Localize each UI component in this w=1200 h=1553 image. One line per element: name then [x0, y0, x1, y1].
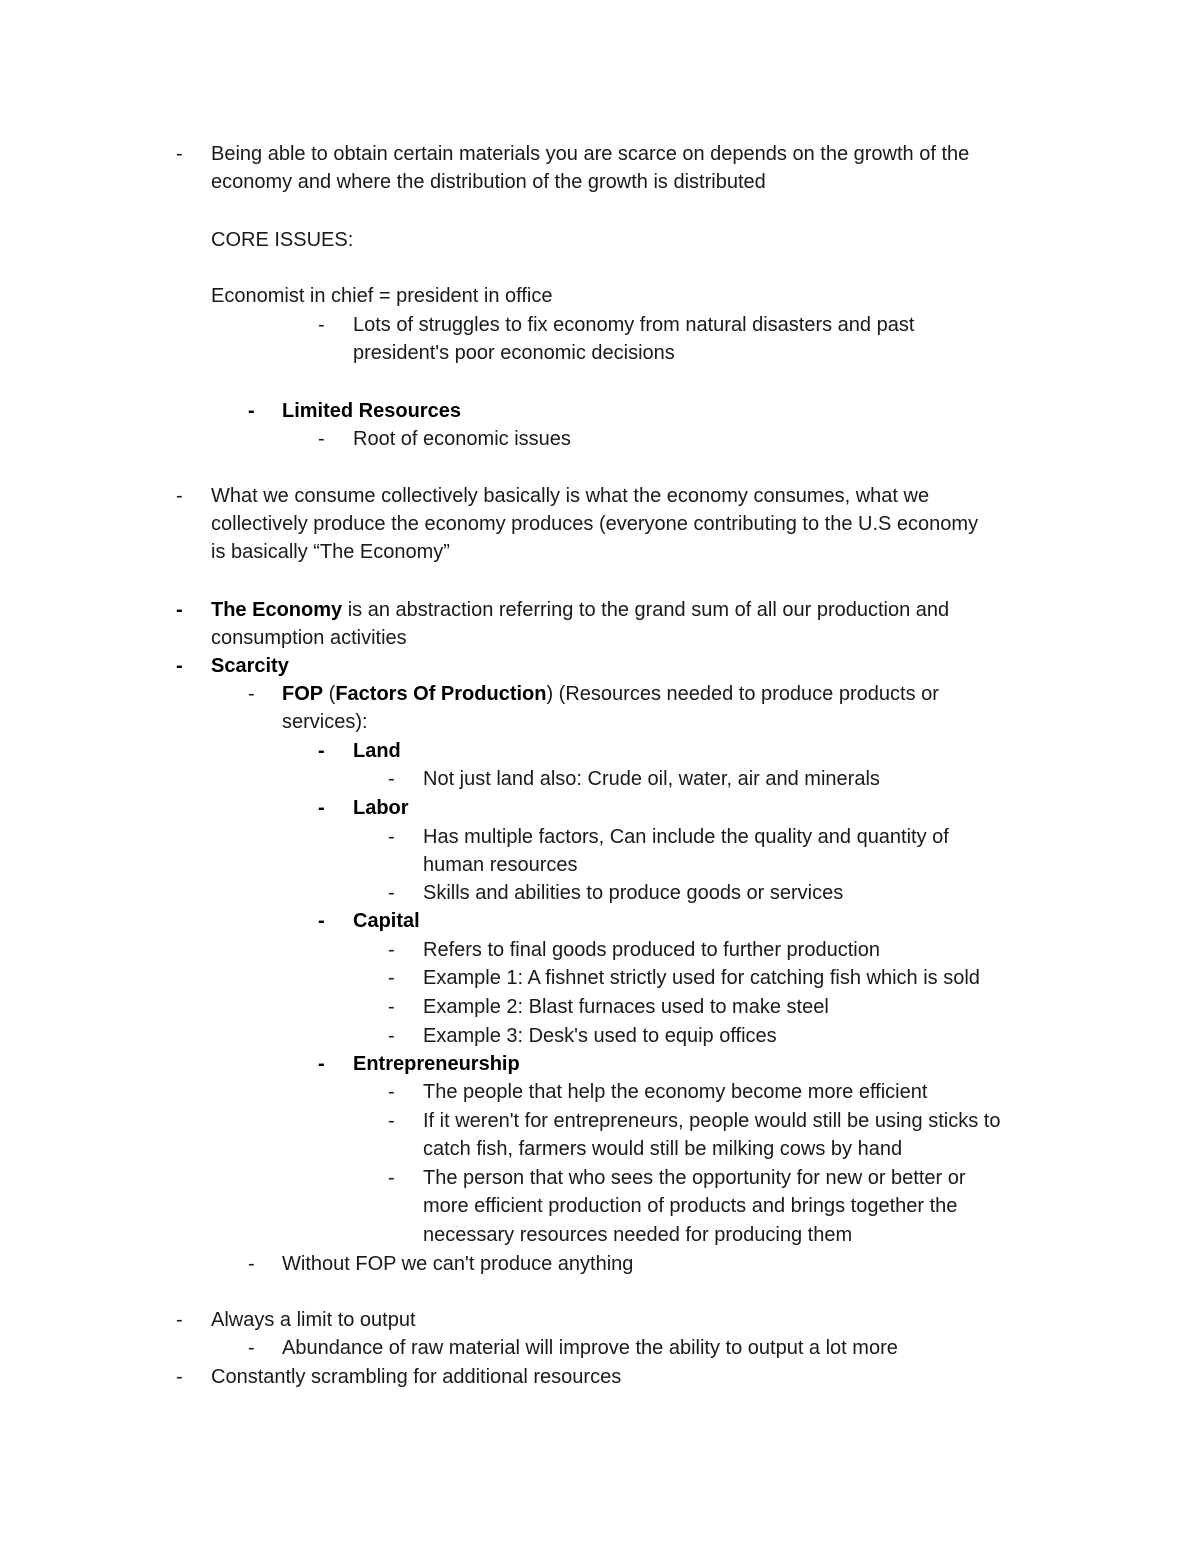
bullet-dash: - — [176, 655, 183, 677]
note-line: Not just land also: Crude oil, water, air and minerals — [423, 768, 880, 790]
note-line: If it weren't for entrepreneurs, people would still be using sticks to — [423, 1110, 1001, 1132]
bullet-dash: - — [388, 996, 395, 1018]
bullet-dash: - — [318, 797, 325, 819]
bullet-dash: - — [318, 910, 325, 932]
note-line: Refers to final goods produced to further production — [423, 939, 880, 961]
bullet-dash: - — [388, 826, 395, 848]
bullet-dash: - — [388, 939, 395, 961]
bullet-dash: - — [318, 1053, 325, 1075]
note-line: Always a limit to output — [211, 1309, 416, 1331]
bold-term: The Economy — [211, 599, 343, 621]
note-line: Example 2: Blast furnaces used to make steel — [423, 996, 829, 1018]
note-line: Economist in chief = president in office — [211, 285, 553, 307]
note-line: Abundance of raw material will improve the ability to output a lot more — [282, 1337, 898, 1359]
note-line: collectively produce the economy produces (everyone contributing to the U.S economy — [211, 513, 979, 535]
note-line: Constantly scrambling for additional resources — [211, 1366, 622, 1388]
note-line: The people that help the economy become more efficient — [423, 1081, 928, 1103]
note-line: catch fish, farmers would still be milking cows by hand — [423, 1138, 903, 1160]
bullet-dash: - — [176, 1309, 183, 1331]
note-line: Example 1: A fishnet strictly used for catching fish which is sold — [423, 967, 980, 989]
bullet-dash: - — [318, 740, 325, 762]
bullet-dash: - — [176, 1366, 183, 1388]
bullet-dash: - — [248, 1253, 255, 1275]
bold-heading: Labor — [353, 797, 409, 819]
note-line: Root of economic issues — [353, 428, 571, 450]
note-text: ) (Resources needed to produce products or — [546, 683, 939, 705]
bullet-dash: - — [248, 683, 255, 705]
bullet-dash: - — [388, 967, 395, 989]
bold-term: Factors Of Production — [335, 683, 547, 705]
bullet-dash: - — [176, 599, 183, 621]
bullet-dash: - — [318, 314, 325, 336]
bullet-dash: - — [248, 400, 255, 422]
bullet-dash: - — [388, 1081, 395, 1103]
bullet-dash: - — [388, 768, 395, 790]
note-line: Being able to obtain certain materials you are scarce on depends on the growth of the — [211, 143, 970, 165]
bullet-dash: - — [388, 1025, 395, 1047]
note-line: human resources — [423, 854, 578, 876]
bold-heading: Land — [353, 740, 401, 762]
note-line: president's poor economic decisions — [353, 342, 675, 364]
note-text: ( — [323, 683, 336, 705]
note-line: Example 3: Desk's used to equip offices — [423, 1025, 777, 1047]
note-line: services): — [282, 711, 368, 733]
bold-heading: Capital — [353, 910, 420, 932]
bold-heading: Scarcity — [211, 655, 289, 677]
note-line — [211, 596, 949, 624]
bullet-dash: - — [248, 1337, 255, 1359]
note-text: is an abstraction referring to the grand sum of all our production and — [342, 599, 950, 621]
bold-term: FOP — [282, 683, 324, 705]
bold-heading: Limited Resources — [282, 400, 461, 422]
note-line: necessary resources needed for producing them — [423, 1224, 853, 1246]
bold-heading: Entrepreneurship — [353, 1053, 520, 1075]
note-line: consumption activities — [211, 627, 407, 649]
note-line: is basically “The Economy” — [211, 541, 450, 563]
note-line: Lots of struggles to fix economy from natural disasters and past — [353, 314, 915, 336]
bullet-dash: - — [318, 428, 325, 450]
bullet-dash: - — [176, 485, 183, 507]
bullet-dash: - — [176, 143, 183, 165]
note-line: more efficient production of products and brings together the — [423, 1195, 958, 1217]
note-line: The person that who sees the opportunity for new or better or — [423, 1167, 966, 1189]
note-line: Skills and abilities to produce goods or services — [423, 882, 844, 904]
bullet-dash: - — [388, 1110, 395, 1132]
bullet-dash: - — [388, 1167, 395, 1189]
bullet-dash: - — [388, 882, 395, 904]
note-line: economy and where the distribution of the growth is distributed — [211, 171, 766, 193]
note-line: Without FOP we can't produce anything — [282, 1253, 634, 1275]
section-heading: CORE ISSUES: — [211, 229, 354, 251]
note-line: Has multiple factors, Can include the quality and quantity of — [423, 826, 949, 848]
note-line: What we consume collectively basically is what the economy consumes, what we — [211, 485, 930, 507]
note-line — [282, 680, 939, 708]
